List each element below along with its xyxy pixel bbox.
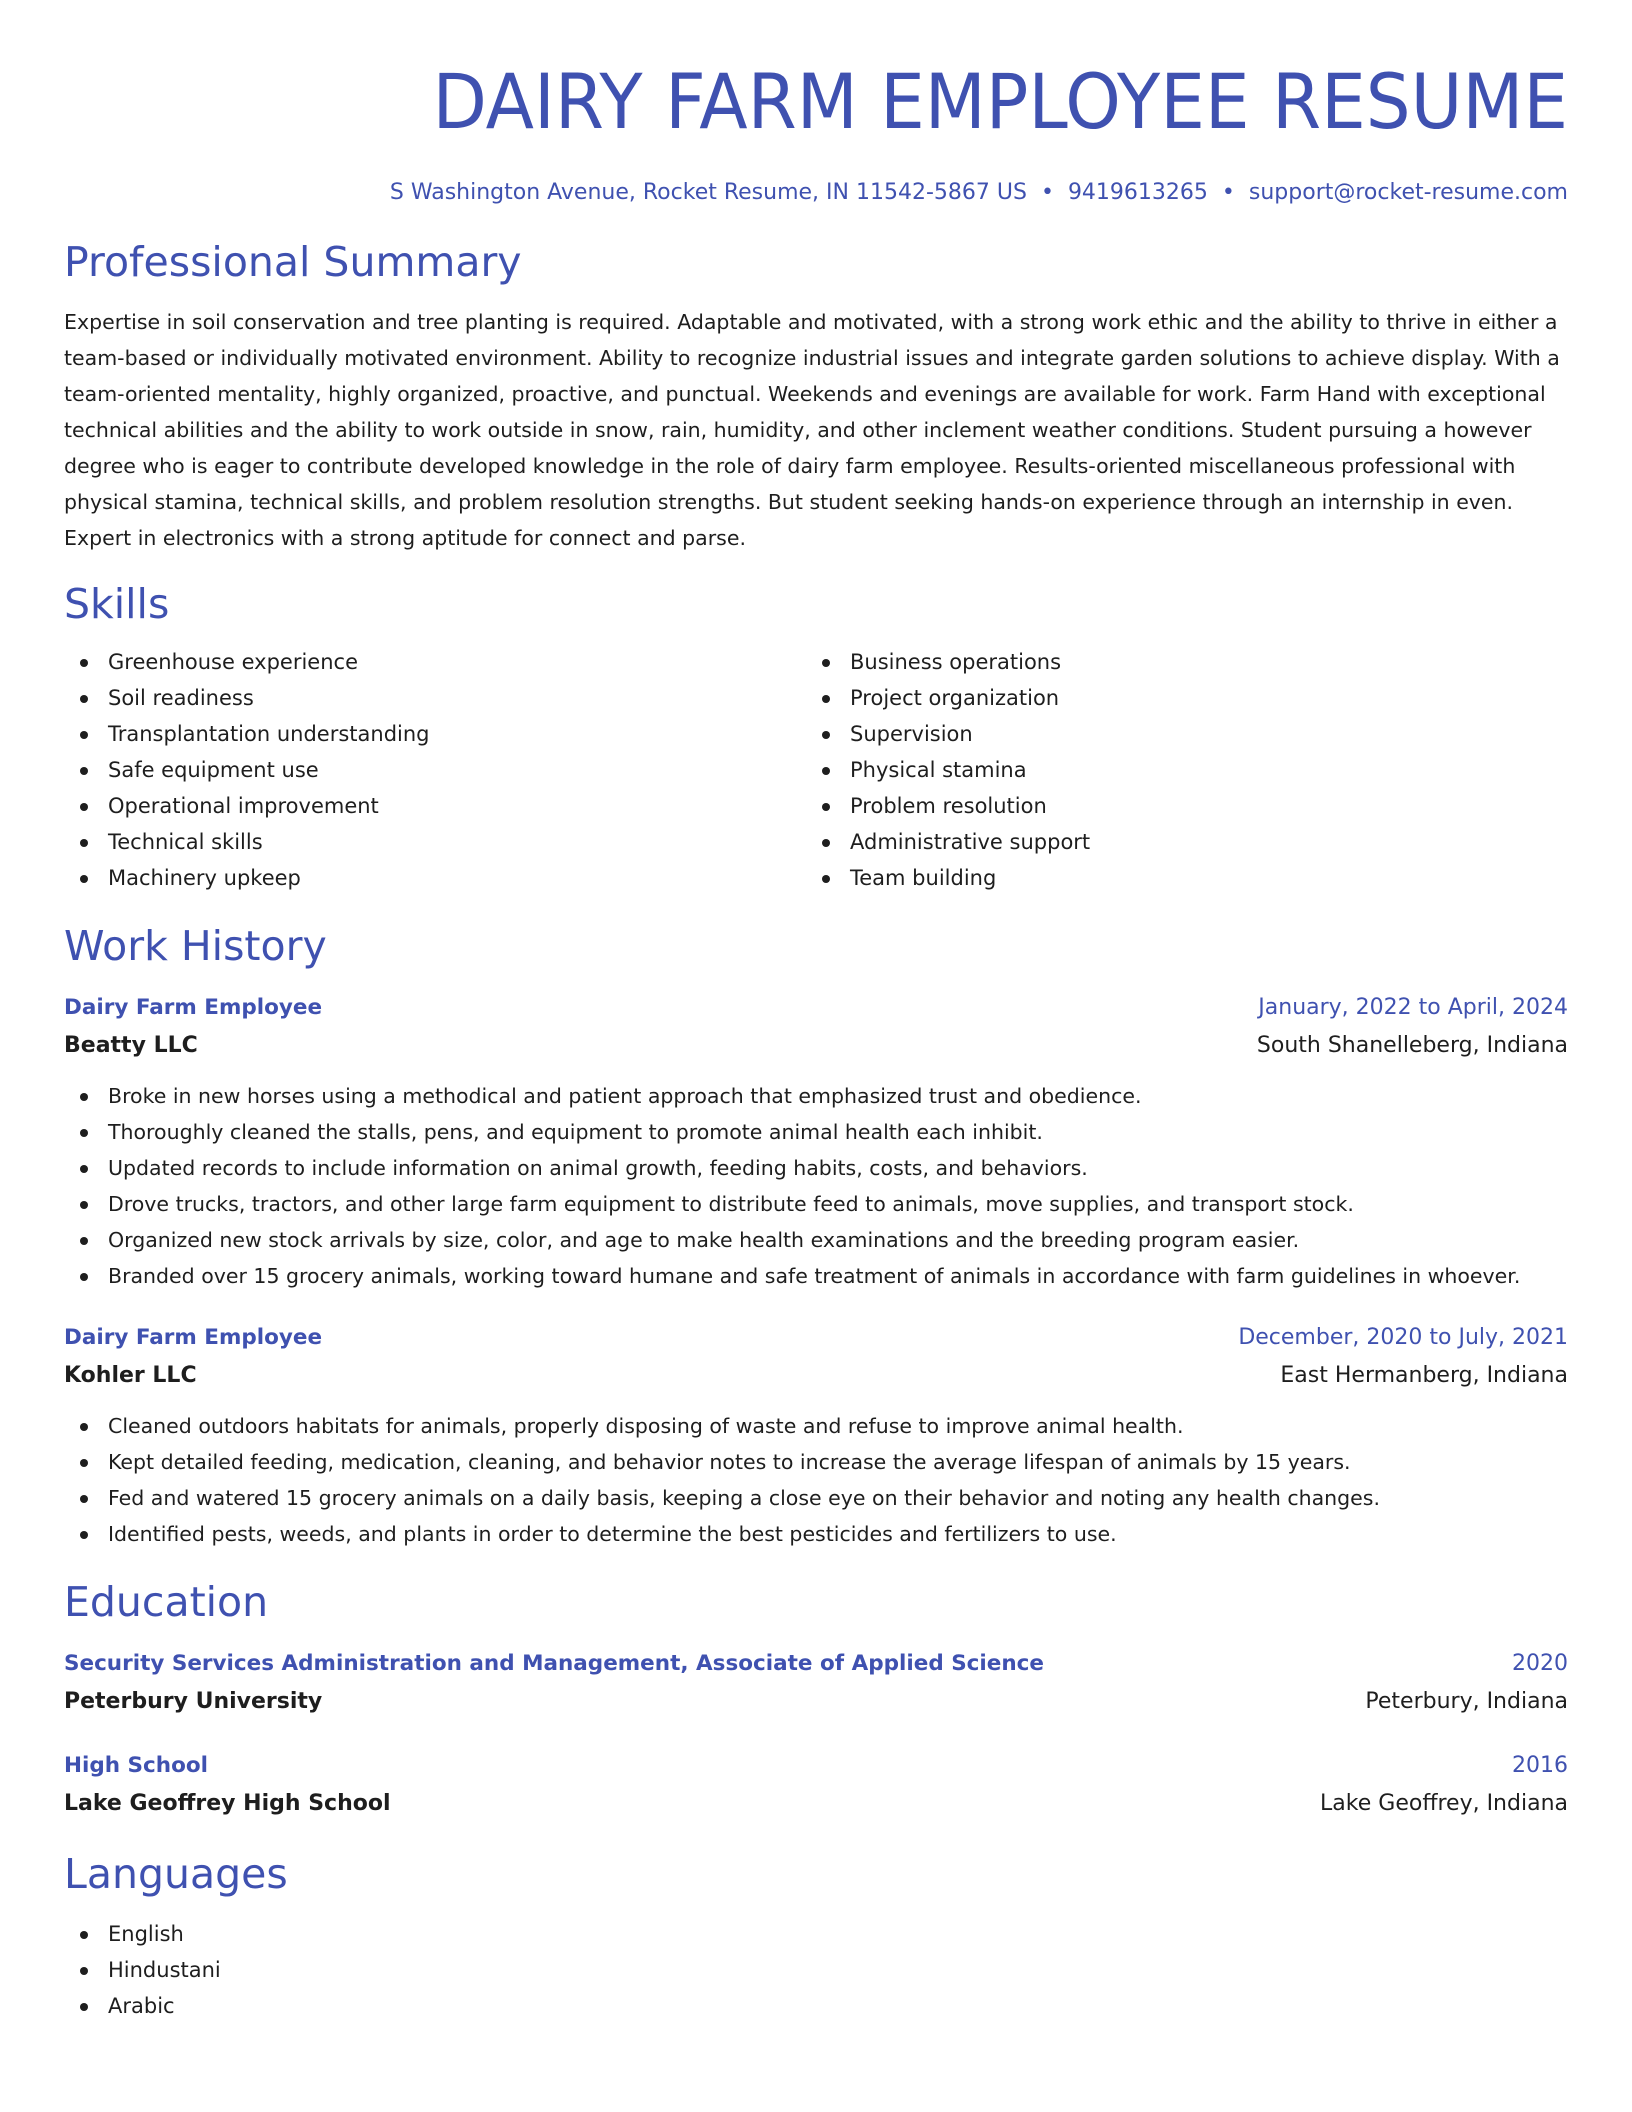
skill-item: Administrative support — [806, 824, 1548, 860]
job-title: Dairy Farm Employee — [64, 1325, 323, 1350]
skill-item: Problem resolution — [806, 788, 1548, 824]
skill-item: Greenhouse experience — [64, 644, 806, 680]
skill-item: Machinery upkeep — [64, 860, 806, 896]
contact-line — [64, 178, 1568, 208]
section-heading-languages: Languages — [64, 1850, 288, 1898]
skills-column-right — [806, 644, 1548, 896]
skills-list — [64, 644, 1568, 896]
job-duty: Branded over 15 grocery animals, working toward humane and safe treatment of animals in accordance with farm guidelines in whoever. — [64, 1258, 1568, 1294]
job-dates: December, 2020 to July, 2021 — [1238, 1325, 1568, 1350]
skill-item: Soil readiness — [64, 680, 806, 716]
section-heading-education: Education — [64, 1578, 269, 1626]
job-duty: Thoroughly cleaned the stalls, pens, and equipment to promote animal health each inhibit. — [64, 1114, 1568, 1150]
school-name: Peterbury University — [64, 1689, 323, 1714]
contact-phone: 9419613265 — [1067, 180, 1208, 205]
graduation-year: 2020 — [1512, 1651, 1568, 1676]
skill-item: Physical stamina — [806, 752, 1548, 788]
company-name: Beatty LLC — [64, 1033, 198, 1058]
company-name: Kohler LLC — [64, 1363, 197, 1388]
graduation-year: 2016 — [1512, 1753, 1568, 1778]
language-item: Arabic — [64, 1988, 1568, 2024]
skill-item: Technical skills — [64, 824, 806, 860]
degree-name: Security Services Administration and Management, Associate of Applied Science — [64, 1651, 1045, 1676]
skill-item: Safe equipment use — [64, 752, 806, 788]
job-duties-list — [64, 1078, 1568, 1294]
skill-item: Project organization — [806, 680, 1548, 716]
job-duty: Identified pests, weeds, and plants in order to determine the best pesticides and fertilizers to use. — [64, 1516, 1568, 1552]
languages-list — [64, 1916, 1568, 2024]
job-dates: January, 2022 to April, 2024 — [1258, 995, 1568, 1020]
job-duty: Kept detailed feeding, medication, cleaning, and behavior notes to increase the average lifespan of animals by 15 years. — [64, 1444, 1568, 1480]
job-duty: Broke in new horses using a methodical and patient approach that emphasized trust and obedience. — [64, 1078, 1568, 1114]
job-duty: Fed and watered 15 grocery animals on a daily basis, keeping a close eye on their behavior and noting any health changes. — [64, 1480, 1568, 1516]
contact-separator: • — [1221, 180, 1235, 205]
education-entry — [64, 1748, 1568, 1824]
skill-item: Operational improvement — [64, 788, 806, 824]
school-location: Peterbury, Indiana — [1365, 1689, 1568, 1714]
skill-item: Team building — [806, 860, 1548, 896]
job-duty: Cleaned outdoors habitats for animals, properly disposing of waste and refuse to improve animal health. — [64, 1408, 1568, 1444]
language-item: Hindustani — [64, 1952, 1568, 1988]
contact-address: S Washington Avenue, Rocket Resume, IN 11542-5867 US — [389, 180, 1027, 205]
job-duty: Organized new stock arrivals by size, color, and age to make health examinations and the breeding program easier. — [64, 1222, 1568, 1258]
job-location: South Shanelleberg, Indiana — [1256, 1033, 1568, 1058]
summary-text: Expertise in soil conservation and tree planting is required. Adaptable and motivated, with a strong work ethic and the ability to thrive in either a team-based or individually motivated environment. Ability to recognize industrial issues and integrate garden solutions to achieve display. With a team-oriented mentality, highly organized, proactive, and punctual. Weekends and evenings are available for work. Farm Hand with exceptional technical abilities and the ability to work outside in snow, rain, humidity, and other inclement weather conditions. Student pursuing a however degree who is eager to contribute developed knowledge in the role of dairy farm employee. Results-oriented miscellaneous professional with physical stamina, technical skills, and problem resolution strengths. But student seeking hands-on experience through an internship in even. Expert in electronics with a strong aptitude for connect and parse. — [64, 310, 1560, 550]
skill-item: Supervision — [806, 716, 1548, 752]
job-duty: Drove trucks, tractors, and other large farm equipment to distribute feed to animals, move supplies, and transport stock. — [64, 1186, 1568, 1222]
work-entry — [64, 990, 1568, 1294]
skills-column-left — [64, 644, 806, 896]
section-heading-skills: Skills — [64, 580, 170, 628]
contact-email[interactable]: support@rocket-resume.com — [1248, 180, 1568, 205]
language-item: English — [64, 1916, 1568, 1952]
school-location: Lake Geoffrey, Indiana — [1320, 1791, 1568, 1816]
degree-name: High School — [64, 1753, 208, 1778]
job-location: East Hermanberg, Indiana — [1280, 1363, 1568, 1388]
job-duty: Updated records to include information on animal growth, feeding habits, costs, and behaviors. — [64, 1150, 1568, 1186]
job-title: Dairy Farm Employee — [64, 995, 323, 1020]
job-duties-list — [64, 1408, 1568, 1552]
work-entry — [64, 1320, 1568, 1552]
school-name: Lake Geoffrey High School — [64, 1791, 391, 1816]
skill-item: Transplantation understanding — [64, 716, 806, 752]
resume-header — [64, 48, 1568, 208]
skill-item: Business operations — [806, 644, 1548, 680]
section-heading-work-history: Work History — [64, 922, 327, 970]
contact-separator: • — [1040, 180, 1054, 205]
education-entry — [64, 1646, 1568, 1722]
resume-title: DAIRY FARM EMPLOYEE RESUME — [432, 57, 1568, 146]
section-heading-summary: Professional Summary — [64, 238, 522, 286]
